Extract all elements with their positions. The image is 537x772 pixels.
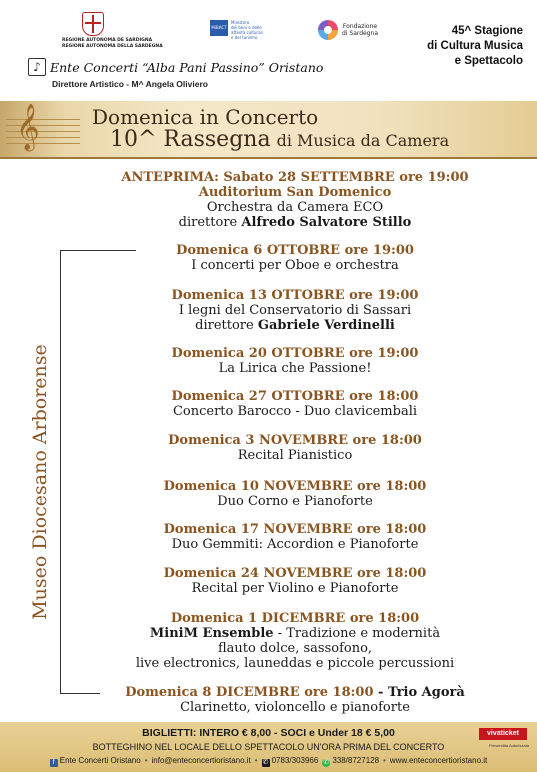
event-title: I concerti per Oboe e orchestra [191,258,399,273]
banner-subtitle [110,127,449,152]
season-title [403,24,523,69]
event-date: Domenica 24 NOVEMBRE ore 18:00 [163,566,427,581]
website-contact[interactable]: www.enteconcertioristano.it [389,756,488,765]
banner-rassegna: 10^ Rassegna [110,127,271,152]
fondazione-circle-icon [318,20,338,40]
event-1-dicembre [60,611,530,671]
poster-header [0,0,537,100]
event-title: Duo Corno e Pianoforte [217,494,373,509]
event-conductor: direttore Gabriele Verdinelli [195,318,395,333]
event-title: Recital Pianistico [237,448,353,463]
facebook-icon: f [50,759,58,767]
ministry-emblem-icon: MiBACT [210,20,228,36]
banner-divider [0,157,537,159]
event-title: La Lirica che Passione! [218,361,372,376]
event-date: Domenica 20 OTTOBRE ore 19:00 [171,346,419,361]
event-anteprima [60,170,530,230]
ensemble-subtitle: - Tradizione e modernità [273,626,441,641]
phone-contact[interactable]: ✆ 0783/303966 [262,756,319,766]
email-contact[interactable]: info@enteconcertioristano.it [151,756,251,765]
banner-musica-camera: di Musica da Camera [276,131,450,150]
event-20-ottobre [60,346,530,376]
season-line1: 45^ Stagione [451,25,523,37]
event-17-novembre [60,522,530,552]
vivaticket-subtitle: Prevendita Autorizzata [488,743,529,748]
event-date: Domenica 17 NOVEMBRE ore 18:00 [163,522,427,537]
event-date: Domenica 13 OTTOBRE ore 19:00 [171,288,419,303]
event-date: Domenica 6 OTTOBRE ore 19:00 [176,243,414,258]
event-6-ottobre [60,243,530,273]
violin-clef-artwork [6,104,80,151]
event-instruments-1: flauto dolce, sassofono, [217,641,373,656]
treble-clef-icon: 𝄞 [16,104,40,150]
event-performer: Orchestra da Camera ECO [206,200,384,215]
event-date: Domenica 8 DICEMBRE ore 18:00 [125,685,374,700]
event-title: I legni del Conservatorio di Sassari [178,303,412,318]
region-logo-line2: REGIONE AUTONOMA DELLA SARDEGNA [62,43,163,49]
ministry-logo [210,20,290,40]
vivaticket-logo: vivaticket [479,728,527,740]
event-ensemble: - Trio Agorà [373,685,465,700]
event-date: Domenica 10 NOVEMBRE ore 18:00 [163,479,427,494]
event-title: Recital per Violino e Pianoforte [191,581,399,596]
event-date: ANTEPRIMA: Sabato 28 SETTEMBRE ore 19:00 [121,170,469,185]
box-office-info: BOTTEGHINO NEL LOCALE DELLO SPETTACOLO UN'ORA PRIMA DEL CONCERTO [92,742,445,752]
event-title: Clarinetto, violoncello e pianoforte [180,700,410,715]
facebook-contact[interactable]: f Ente Concerti Oristano [50,756,141,767]
event-date: Domenica 27 OTTOBRE ore 18:00 [171,389,419,404]
event-date: Domenica 3 NOVEMBRE ore 18:00 [168,433,422,448]
fondazione-sardegna-logo [318,20,378,40]
music-note-icon: ♪ [28,58,46,76]
event-13-ottobre [60,288,530,333]
event-instruments-2: live electronics, launeddas e piccole percussioni [135,656,455,671]
event-conductor: direttore Alfredo Salvatore Stillo [178,215,412,230]
ensemble-name: MiniM Ensemble [149,626,274,641]
ministry-logo-text: Ministero dei beni e delle attività culturali e del turismo [231,20,263,40]
ticket-prices: BIGLIETTI: INTERO € 8,00 - SOCI e Under 18 € 5,00 [142,727,395,739]
fondazione-logo-text: Fondazione di Sardegna [342,23,379,37]
event-24-novembre [60,566,530,596]
event-10-novembre [60,479,530,509]
sardinia-crest-icon [82,12,104,36]
whatsapp-contact[interactable]: ✆ 338/8727128 [323,756,380,766]
event-title: Concerto Barocco - Duo clavicembali [172,404,418,419]
conductor-name: Alfredo Salvatore Stillo [241,215,412,230]
phone-icon: ✆ [262,759,269,766]
season-line3: e Spettacolo [454,55,523,67]
ente-name: Ente Concerti “Alba Pani Passino” Oristano [50,59,324,75]
event-venue: Auditorium San Domenico [198,185,392,200]
season-line2: di Cultura Musica [427,40,523,52]
museum-label: Museo Diocesano Arborense [30,322,50,642]
contacts-bar: f Ente Concerti Oristano • info@enteconcertioristano.it • ✆ 0783/303966 ✆ 338/8727128 • www.enteconcertioristano.it [0,756,537,767]
event-title: Duo Gemmiti: Accordion e Pianoforte [171,537,419,552]
region-logo-line1: REGIONE AUTONOMA DE SARDIGNA [62,38,153,43]
region-sardegna-logo [62,12,163,49]
artistic-director: Direttore Artistico - M^ Angela Oliviero [52,79,208,89]
event-8-dicembre [60,685,530,715]
event-title [60,626,530,641]
event-3-novembre [60,433,530,463]
event-27-ottobre [60,389,530,419]
title-banner [0,101,537,157]
ente-concerti-logo [28,58,323,76]
event-date-line [60,685,530,700]
banner-title: Domenica in Concerto [92,105,319,129]
footer [0,722,537,772]
whatsapp-icon: ✆ [323,759,330,766]
conductor-name: Gabriele Verdinelli [257,318,395,333]
event-date: Domenica 1 DICEMBRE ore 18:00 [170,611,420,626]
